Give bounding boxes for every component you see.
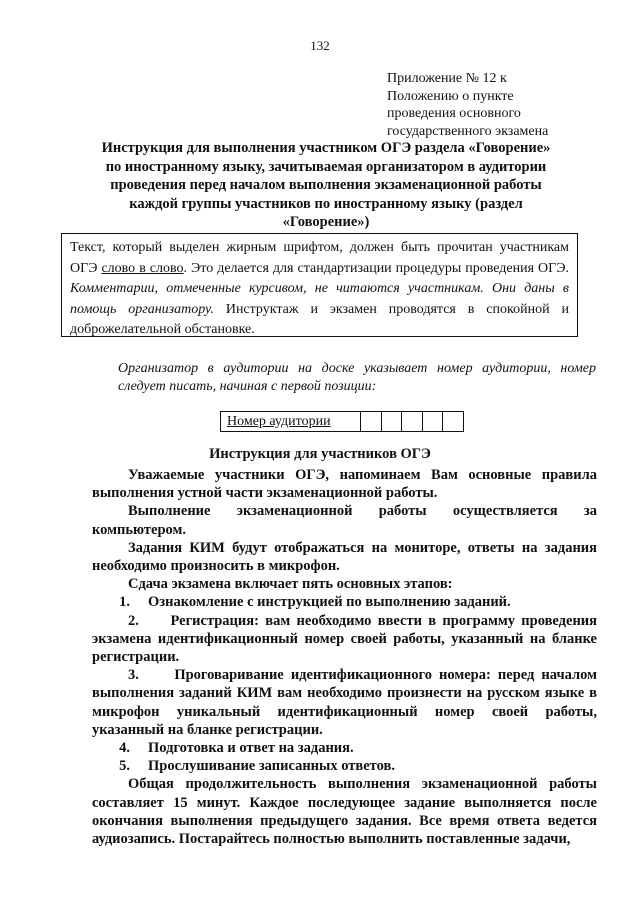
room-number-cell (443, 412, 463, 431)
notice-box (61, 233, 578, 337)
notice-underlined: слово в слово (101, 260, 184, 276)
instructions-body (92, 466, 597, 848)
paragraph: Сдача экзамена включает пять основных этапов: (128, 576, 453, 593)
notice-italic: Комментарии, отмеченные курсивом, не читаются участникам. Они даны в помощь организатору. (70, 281, 569, 317)
step-text: Проговаривание идентификационного номера: перед началом выполнения заданий КИМ вам необходимо произнести на русском языке в микрофон уникальный идентификационный номер своей работы, указанный на бланке регистрации. (92, 667, 597, 738)
step-text: Регистрация: вам необходимо ввести в программу проведения экзамена идентификационный номер своей работы, указанный на бланке регистрации. (92, 612, 597, 666)
instructions-heading: Инструкция для участников ОГЭ (209, 446, 431, 462)
step-number: 3. (128, 667, 139, 684)
organizer-note: Организатор в аудитории на доске указывает номер аудитории, номер следует писать, начиная с первой позиции: (118, 361, 596, 394)
room-number-cell (382, 412, 403, 431)
room-number-box (220, 411, 464, 432)
notice-text: . Это делается для стандартизации процедуры проведения ОГЭ. (183, 260, 569, 276)
room-number-cell (402, 412, 423, 431)
step-item (92, 593, 597, 611)
step-text: Прослушивание записанных ответов. (148, 758, 395, 775)
step-number: 4. (119, 740, 130, 757)
appendix-line: проведения основного (387, 106, 521, 121)
paragraph: Выполнение экзаменационной работы осуществляется за компьютером. (92, 503, 597, 538)
step-text: Ознакомление с инструкцией по выполнению заданий. (148, 594, 511, 611)
step-item (92, 739, 597, 757)
room-number-cell (361, 412, 382, 431)
notice-text: Текст, который выделен жирным шрифтом, должен быть прочитан участникам ОГЭ (70, 240, 569, 276)
room-number-label: Номер аудитории (221, 412, 361, 431)
document-title: Инструкция для выполнения участником ОГЭ раздела «Говорение» по иностранному языку, зачитываемая организатором в аудитории проведения перед началом выполнения экзаменационной работы каждой группы участников по иностранному языку (раздел «Говорение») (101, 140, 551, 230)
step-number: 5. (119, 758, 130, 775)
step-text: Подготовка и ответ на задания. (148, 740, 354, 757)
appendix-line: Приложение № 12 к (387, 71, 507, 86)
appendix-line: государственного экзамена (387, 123, 549, 139)
paragraph: Уважаемые участники ОГЭ, напоминаем Вам основные правила выполнения устной части экзаменационной работы. (92, 467, 597, 502)
appendix-line: Положению о пункте (387, 88, 514, 104)
step-item (92, 666, 597, 739)
step-item (92, 757, 597, 775)
paragraph: Задания КИМ будут отображаться на мониторе, ответы на задания необходимо произносить в микрофон. (92, 539, 597, 575)
page-number: 132 (310, 38, 330, 53)
room-number-cell (423, 412, 444, 431)
appendix-reference (387, 70, 617, 140)
paragraph: Общая продолжительность выполнения экзаменационной работы составляет 15 минут. Каждое последующее задание выполняется после окончания выполнения предыдущего задания. Все время ответа ведется аудиозапись. Постарайтесь полностью выполнить поставленные задачи, (92, 776, 597, 848)
step-item (92, 612, 597, 667)
notice-text: Инструктаж и экзамен проводятся в спокойной и доброжелательной обстановке. (70, 301, 569, 337)
step-number: 1. (119, 594, 130, 611)
step-number: 2. (128, 612, 139, 629)
